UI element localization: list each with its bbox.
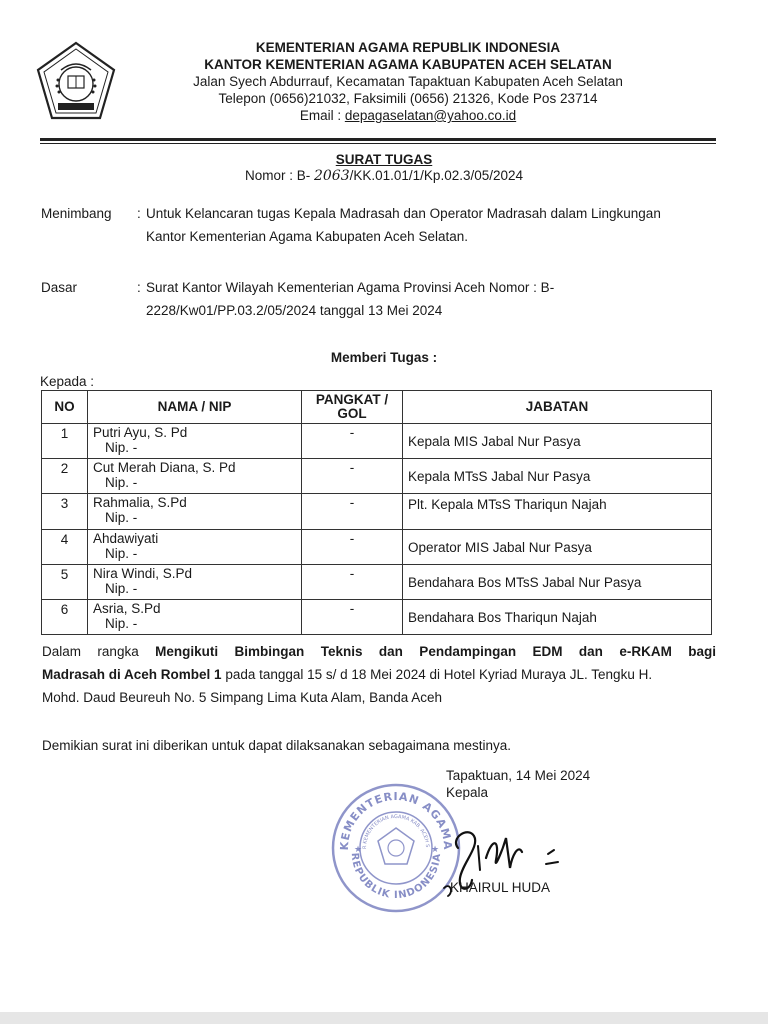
row-name: Putri Ayu, S. Pd — [93, 425, 188, 440]
email-label: Email : — [299, 108, 345, 123]
letterhead-divider-thick — [40, 138, 716, 141]
menimbang-line-2: Kantor Kementerian Agama Kabupaten Aceh Selatan. — [146, 229, 468, 244]
row-name: Nira Windi, S.Pd — [93, 566, 193, 581]
header-pangkat-line-1: PANGKAT / — [315, 392, 389, 407]
body-line-1-plain: Dalam rangka — [42, 644, 156, 659]
table-row — [42, 600, 712, 635]
dasar-colon: : — [137, 280, 141, 295]
row-jabatan: Operator MIS Jabal Nur Pasya — [403, 530, 712, 565]
row-nip: Nip. - — [105, 510, 138, 525]
row-gol: - — [302, 530, 403, 565]
body-line-3: Mohd. Daud Beureuh No. 5 Simpang Lima Kuta Alam, Banda Aceh — [42, 690, 442, 705]
row-nip: Nip. - — [105, 475, 138, 490]
dasar-line-1: Surat Kantor Wilayah Kementerian Agama Provinsi Aceh Nomor : B- — [146, 280, 555, 295]
office-address: Jalan Syech Abdurrauf, Kecamatan Tapaktuan Kabupaten Aceh Selatan — [193, 74, 623, 89]
body-line-2 — [42, 663, 716, 686]
header-nama: NAMA / NIP — [88, 391, 302, 424]
row-nama — [88, 530, 302, 565]
svg-text:REPUBLIK INDONESIA — [349, 852, 443, 901]
memberi-tugas-heading: Memberi Tugas : — [330, 350, 438, 365]
number-handwritten: 2063 — [313, 168, 350, 184]
row-nama — [88, 494, 302, 530]
document-title: SURAT TUGAS — [335, 152, 433, 167]
stamp-bottom-text: REPUBLIK INDONESIA — [348, 852, 444, 902]
row-no: 6 — [42, 600, 88, 635]
table-header-row — [42, 391, 712, 424]
table-row — [42, 424, 712, 459]
row-gol: - — [302, 600, 403, 635]
office-email-line — [128, 107, 688, 124]
table-row — [42, 459, 712, 494]
menimbang-colon: : — [137, 206, 141, 221]
row-nama — [88, 424, 302, 459]
row-name: Cut Merah Diana, S. Pd — [93, 460, 236, 475]
page-bottom-edge — [0, 1012, 768, 1024]
letterhead — [128, 39, 688, 124]
table-row — [42, 530, 712, 565]
row-gol: - — [302, 424, 403, 459]
row-nip: Nip. - — [105, 440, 138, 455]
svg-text:★: ★ — [431, 845, 440, 855]
header-pangkat-line-2: GOL — [337, 406, 367, 421]
row-nip: Nip. - — [105, 616, 138, 631]
menimbang-label: Menimbang — [41, 206, 112, 221]
kemenag-emblem-icon — [34, 40, 118, 124]
row-no: 1 — [42, 424, 88, 459]
row-no: 4 — [42, 530, 88, 565]
number-suffix: /KK.01.01/1/Kp.02.3/05/2024 — [349, 168, 524, 183]
row-name: Rahmalia, S.Pd — [93, 495, 187, 510]
header-jabatan: JABATAN — [403, 391, 712, 424]
office-phone: Telepon (0656)21032, Faksimili (0656) 21326, Kode Pos 23714 — [218, 91, 598, 106]
body-paragraph-2: Demikian surat ini diberikan untuk dapat dilaksanakan sebagaimana mestinya. — [42, 738, 512, 753]
assignment-table — [41, 390, 712, 635]
table-row — [42, 494, 712, 530]
row-gol: - — [302, 565, 403, 600]
dasar-line-2: 2228/Kw01/PP.03.2/05/2024 tanggal 13 Mei 2024 — [146, 303, 443, 318]
body-line-2-plain: pada tanggal 15 s/ d 18 Mei 2024 di Hotel Kyriad Muraya JL. Tengku H. — [221, 667, 653, 682]
row-jabatan: Bendahara Bos Thariqun Najah — [403, 600, 712, 635]
row-jabatan: Bendahara Bos MTsS Jabal Nur Pasya — [403, 565, 712, 600]
kepada-label: Kepada : — [40, 374, 95, 389]
header-pangkat — [302, 391, 403, 424]
table-row — [42, 565, 712, 600]
row-nip: Nip. - — [105, 581, 138, 596]
row-name: Ahdawiyati — [93, 531, 159, 546]
row-gol: - — [302, 494, 403, 530]
number-prefix: Nomor : B- — [244, 168, 314, 183]
signatory-name: KHAIRUL HUDA — [450, 880, 551, 895]
row-nama — [88, 600, 302, 635]
header-no: NO — [42, 391, 88, 424]
row-no: 2 — [42, 459, 88, 494]
stamp-inner-text: R KEMENTERIAN AGAMA KAB. ACEH S — [361, 813, 431, 850]
row-nama — [88, 565, 302, 600]
row-nip: Nip. - — [105, 546, 138, 561]
row-no: 3 — [42, 494, 88, 530]
letterhead-divider-thin — [40, 143, 716, 144]
place-date: Tapaktuan, 14 Mei 2024 — [446, 768, 591, 783]
body-paragraph-1 — [42, 640, 716, 709]
signatory-position: Kepala — [446, 785, 489, 800]
row-name: Asria, S.Pd — [93, 601, 161, 616]
document-number — [0, 168, 768, 184]
row-jabatan: Kepala MTsS Jabal Nur Pasya — [403, 459, 712, 494]
body-line-1 — [42, 640, 716, 663]
row-jabatan: Kepala MIS Jabal Nur Pasya — [403, 424, 712, 459]
dasar-text — [146, 276, 716, 322]
row-nama — [88, 459, 302, 494]
menimbang-line-1: Untuk Kelancaran tugas Kepala Madrasah dan Operator Madrasah dalam Lingkungan — [146, 206, 661, 221]
email-link[interactable]: depagaselatan@yahoo.co.id — [344, 108, 517, 123]
stamp-top-text: KEMENTERIAN AGAMA — [337, 789, 455, 851]
row-jabatan: Plt. Kepala MTsS Thariqun Najah — [403, 494, 712, 530]
svg-text:★: ★ — [354, 845, 363, 855]
body-line-2-bold: Madrasah di Aceh Rombel 1 — [42, 667, 222, 682]
menimbang-text — [146, 202, 716, 248]
office-name: KANTOR KEMENTERIAN AGAMA KABUPATEN ACEH SELATAN — [204, 57, 612, 72]
body-line-1-bold: Mengikuti Bimbingan Teknis dan Pendampingan EDM dan e-RKAM bagi — [155, 644, 716, 659]
row-no: 5 — [42, 565, 88, 600]
ministry-name: KEMENTERIAN AGAMA REPUBLIK INDONESIA — [255, 40, 561, 55]
dasar-label: Dasar — [41, 280, 78, 295]
row-gol: - — [302, 459, 403, 494]
